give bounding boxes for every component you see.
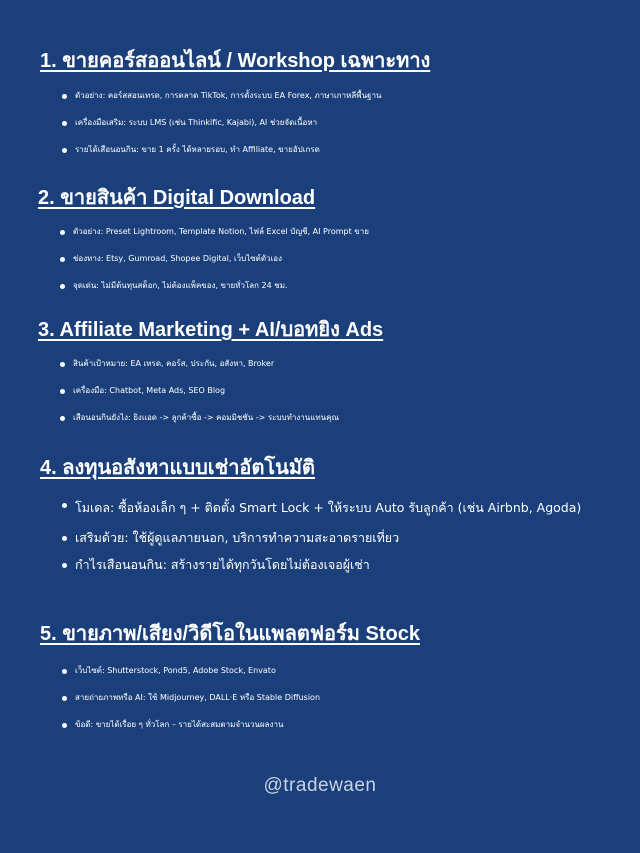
bullet-list [75,661,640,735]
section-heading: 1. ขายคอร์สออนไลน์ / Workshop เฉพาะทาง [40,50,431,72]
bullet-list [73,222,640,296]
list-item: กำไรเสือนอนกิน: สร้างรายได้ทุกวันโดยไม่ต้องเจอผู้เช่า [75,555,600,575]
list-item: สายถ่ายภาพหรือ AI: ใช้ Midjourney, DALL·E หรือ Stable Diffusion [75,688,640,708]
list-item: ช่องทาง: Etsy, Gumroad, Shopee Digital, เว็บไซต์ตัวเอง [73,249,640,269]
author-handle: @tradewaen [263,775,377,796]
bullet-list [75,495,600,575]
section-1 [0,48,640,160]
bullet-list [75,86,640,160]
section-heading: 4. ลงทุนอสังหาแบบเช่าอัตโนมัติ [40,457,316,479]
list-item: รายได้เสือนอนกิน: ขาย 1 ครั้ง ได้หลายรอบ, ทำ Affiliate, ขายอัปเกรด [75,140,640,160]
section-4 [0,455,640,575]
list-item: ข้อดี: ขายได้เรื่อย ๆ ทั่วโลก – รายได้สะสมตามจำนวนผลงาน [75,715,640,735]
section-heading: 3. Affiliate Marketing + AI/บอทยิง Ads [38,319,384,341]
list-item: จุดเด่น: ไม่มีต้นทุนสต็อก, ไม่ต้องแพ็คของ, ขายทั่วโลก 24 ชม. [73,276,640,296]
list-item: เครื่องมือ: Chatbot, Meta Ads, SEO Blog [73,381,640,401]
list-item: เสริมด้วย: ใช้ผู้ดูแลภายนอก, บริการทำความสะอาดรายเที่ยว [75,528,600,548]
section-heading: 5. ขายภาพ/เสียง/วิดีโอในแพลตฟอร์ม Stock [40,623,420,645]
list-item: ตัวอย่าง: คอร์สสอนเทรด, การตลาด TikTok, การตั้งระบบ EA Forex, ภาษาเกาหลีพื้นฐาน [75,86,640,106]
list-item: โมเดล: ซื้อห้องเล็ก ๆ + ติดตั้ง Smart Lock + ให้ระบบ Auto รับลูกค้า (เช่น Airbnb, Agoda) [75,495,600,521]
list-item: เสือนอนกินยังไง: ยิงแอด -> ลูกค้าซื้อ -> คอมมิชชัน -> ระบบทำงานแทนคุณ [73,408,640,428]
list-item: เว็บไซต์: Shutterstock, Pond5, Adobe Stock, Envato [75,661,640,681]
section-heading: 2. ขายสินค้า Digital Download [38,187,316,209]
list-item: เครื่องมือเสริม: ระบบ LMS (เช่น Thinkific, Kajabi), AI ช่วยจัดเนื้อหา [75,113,640,133]
section-5 [0,621,640,735]
bullet-list [73,354,640,428]
list-item: สินค้าเป้าหมาย: EA เทรด, คอร์ส, ประกัน, อสังหา, Broker [73,354,640,374]
section-3 [0,317,640,428]
section-2 [0,185,640,296]
list-item: ตัวอย่าง: Preset Lightroom, Template Notion, ไฟล์ Excel บัญชี, AI Prompt ขาย [73,222,640,242]
